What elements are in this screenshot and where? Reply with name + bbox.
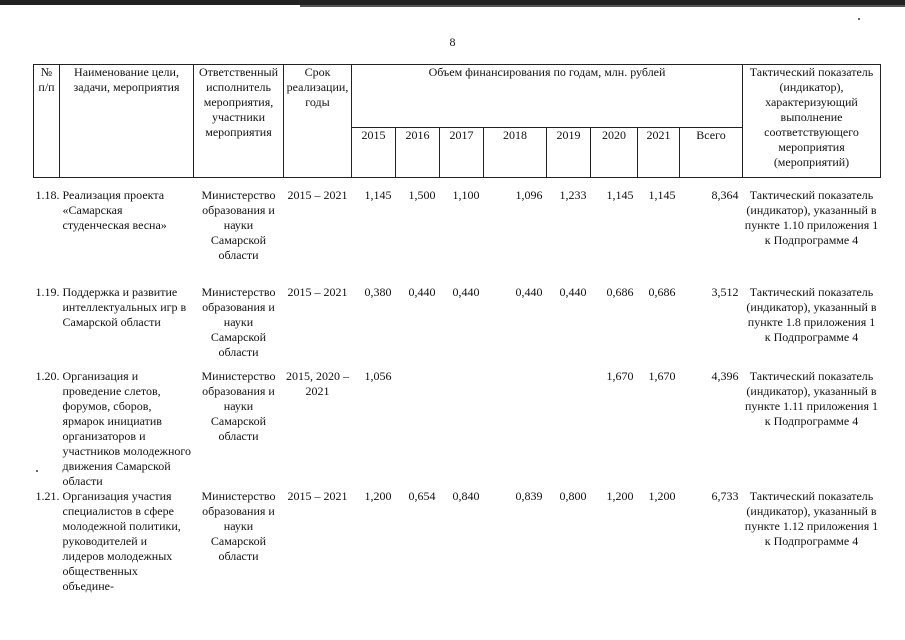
scan-speck [858,18,860,20]
header-executor: Ответственный исполнитель мероприятия, участники мероприятия [194,65,284,178]
value-total: 3,512 [711,284,739,299]
value-2015: 0,380 [364,284,392,299]
value-2020: 1,200 [606,488,634,503]
page-number: 8 [449,35,456,49]
header-year: 2020 [591,128,638,178]
value-2017: 0,840 [452,488,480,503]
row-indicator: Тактический показатель (индикатор), указанный в пункте 1.11 приложения 1 к Подпрограмме 4 [745,368,878,428]
value-2015: 1,145 [364,187,392,202]
row-name: Организация и проведение слетов, форумов, сборов, ярмарок инициатив организаторов и участников молодежного движения Самарской области [62,368,192,488]
row-name: Организация участия специалистов в сфере молодежной политики, руководителей и лидеров молодежных общественных объедине- [62,488,181,593]
row-term: 2015 – 2021 [287,284,348,299]
header-year: 2018 [484,128,547,178]
value-2016: 0,654 [408,488,436,503]
value-2019 [547,369,591,489]
value-2019: 0,440 [559,284,587,299]
value-2017: 0,440 [452,284,480,299]
value-2016: 0,440 [408,284,436,299]
row-executor: Министерство образования и науки Самарской области [201,488,276,563]
row-term: 2015 – 2021 [287,187,348,202]
value-2020: 1,670 [606,368,634,383]
row-executor: Министерство образования и науки Самарской области [201,187,276,262]
value-2016 [396,369,440,489]
value-total: 8,364 [711,187,739,202]
value-2016: 1,500 [408,187,436,202]
value-2021: 0,686 [648,284,676,299]
row-name: Поддержка и развитие интеллектуальных игр в Самарской области [62,284,187,329]
value-2018: 0,839 [515,488,543,503]
table-row [34,489,881,594]
value-2017: 1,100 [452,187,480,202]
row-number: 1.21. [35,488,60,503]
row-executor: Министерство образования и науки Самарской области [201,368,276,443]
value-2021: 1,670 [648,368,676,383]
value-2018 [484,369,547,489]
header-name: Наименование цели, задачи, мероприятия [60,65,194,178]
row-name: Реализация проекта «Самарская студенческая весна» [62,187,167,232]
row-indicator: Тактический показатель (индикатор), указанный в пункте 1.12 приложения 1 к Подпрограмме 4 [744,488,879,548]
row-number: 1.19. [35,284,60,299]
header-year: 2017 [440,128,484,178]
value-2015: 1,056 [364,368,392,383]
value-2018: 0,440 [515,284,543,299]
row-indicator: Тактический показатель (индикатор), указанный в пункте 1.10 приложения 1 к Подпрограмме 4 [744,187,879,247]
table-row [34,188,881,285]
scan-edge-shadow [300,5,905,7]
header-num: № п/п [34,65,60,178]
value-2020: 1,145 [606,187,634,202]
table-row [34,369,881,489]
value-2020: 0,686 [606,284,634,299]
value-total: 4,396 [711,368,739,383]
row-executor: Министерство образования и науки Самарской области [201,284,276,359]
header-financing: Объем финансирования по годам, млн. рублей [352,65,743,128]
program-table [33,64,881,594]
header-year: 2021 [638,128,680,178]
value-2021: 1,145 [648,187,676,202]
value-2018: 1,096 [515,187,543,202]
header-year: 2015 [352,128,396,178]
row-number: 1.20. [35,368,60,383]
row-term: 2015, 2020 – 2021 [286,368,349,398]
row-indicator: Тактический показатель (индикатор), указанный в пункте 1.8 приложения 1 к Подпрограмме 4 [746,284,877,344]
row-term: 2015 – 2021 [287,488,348,503]
value-2019: 1,233 [559,187,587,202]
header-term: Срок реализации, годы [284,65,352,178]
header-indicator: Тактический показатель (индикатор), характеризующий выполнение соответствующего мероприятия (мероприятий) [743,65,881,178]
table-row [34,285,881,369]
value-2021: 1,200 [648,488,676,503]
value-2019: 0,800 [559,488,587,503]
value-2015: 1,200 [364,488,392,503]
header-year: 2019 [547,128,591,178]
value-total: 6,733 [711,488,739,503]
header-total: Всего [680,128,743,178]
header-year: 2016 [396,128,440,178]
row-number: 1.18. [35,187,60,202]
value-2017 [440,369,484,489]
